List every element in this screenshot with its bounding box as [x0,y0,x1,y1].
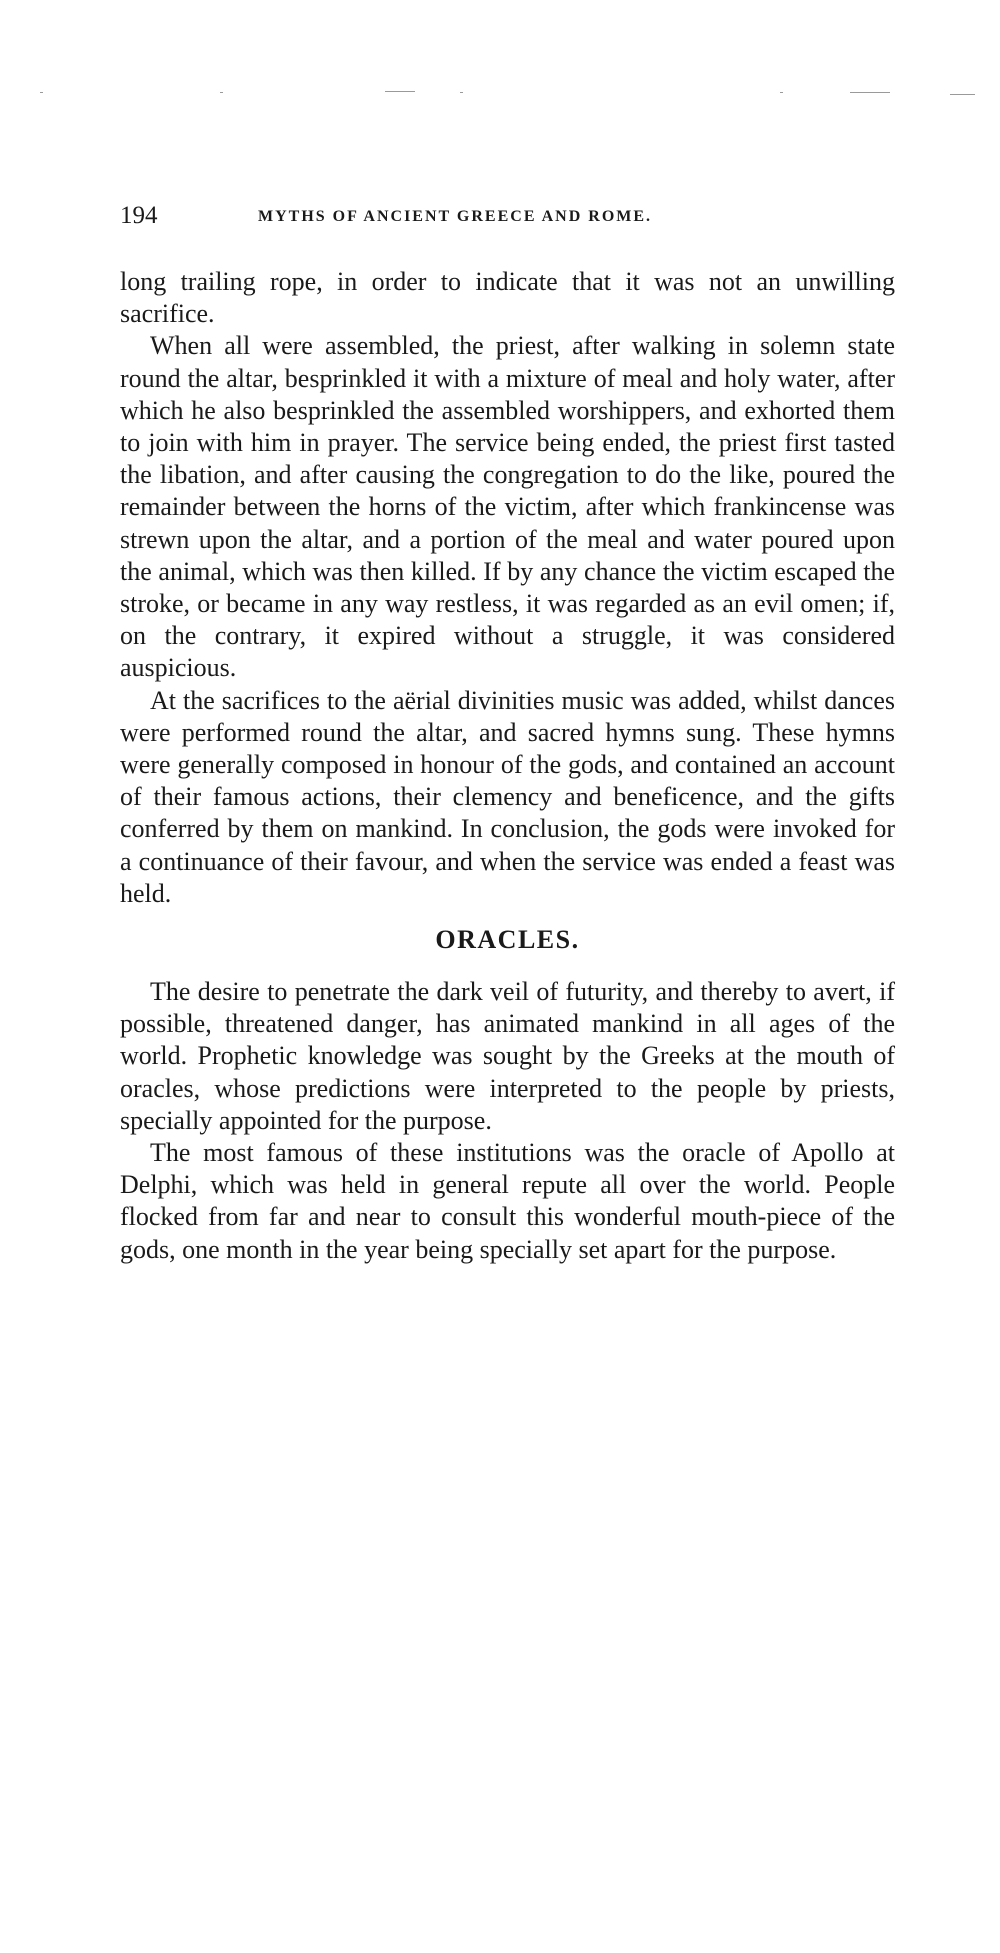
scan-speck [40,92,43,93]
paragraph-delphi: The most famous of these institutions was the oracle of Apollo at Delphi, which was held in general repute all over the world. People flocked from far and near to consult this wonderful mouth-piece of the gods, one month in the year being specially set apart for the purpose. [120,1138,895,1264]
scan-speck [385,91,415,92]
scan-speck [220,92,223,93]
scan-speck [950,94,975,95]
paragraph-prophetic-knowledge: The desire to penetrate the dark veil of futurity, and thereby to avert, if possible, threatened danger, has animated mankind in all ages of the world. Prophetic knowledge was sought by the Greeks at the mouth of oracles, whose predictions were interpreted to the people by priests, specially appointed for the purpose. [120,977,895,1135]
paragraph-sacrifice-ritual: When all were assembled, the priest, after walking in solemn state round the altar, besprinkled it with a mixture of meal and holy water, after which he also besprinkled the assembled worshippers, and exhorted them to join with him in prayer. The service being ended, the priest first tasted the libation, and after causing the congregation to do the like, poured the remainder between the horns of the victim, after which frankincense was strewn upon the altar, and a portion of the meal and water poured upon the animal, which was then killed. If by any chance the victim escaped the stroke, or became in any way restless, it was regarded as an evil omen; if, on the contrary, it expired without a struggle, it was considered auspicious. [120,331,895,683]
scan-speck [850,92,890,93]
section-heading-oracles: ORACLES. [435,925,580,955]
running-head [120,202,900,234]
paragraph-aerial-divinities: At the sacrifices to the aërial divinities music was added, whilst dances were performed round the altar, and sacred hymns sung. These hymns were generally composed in honour of the gods, and contained an account of their famous actions, their clemency and beneficence, and the gifts conferred by them on mankind. In conclusion, the gods were invoked for a continuance of their favour, and when the service was ended a feast was held. [120,685,895,908]
paragraph-continuation: long trailing rope, in order to indicate that it was not an unwilling sacrifice. [120,267,895,329]
page-number: 194 [120,202,158,229]
body-text [120,266,895,1266]
scan-speck [780,92,783,93]
scan-speck [460,92,463,93]
running-title: MYTHS OF ANCIENT GREECE AND ROME. [258,208,653,225]
